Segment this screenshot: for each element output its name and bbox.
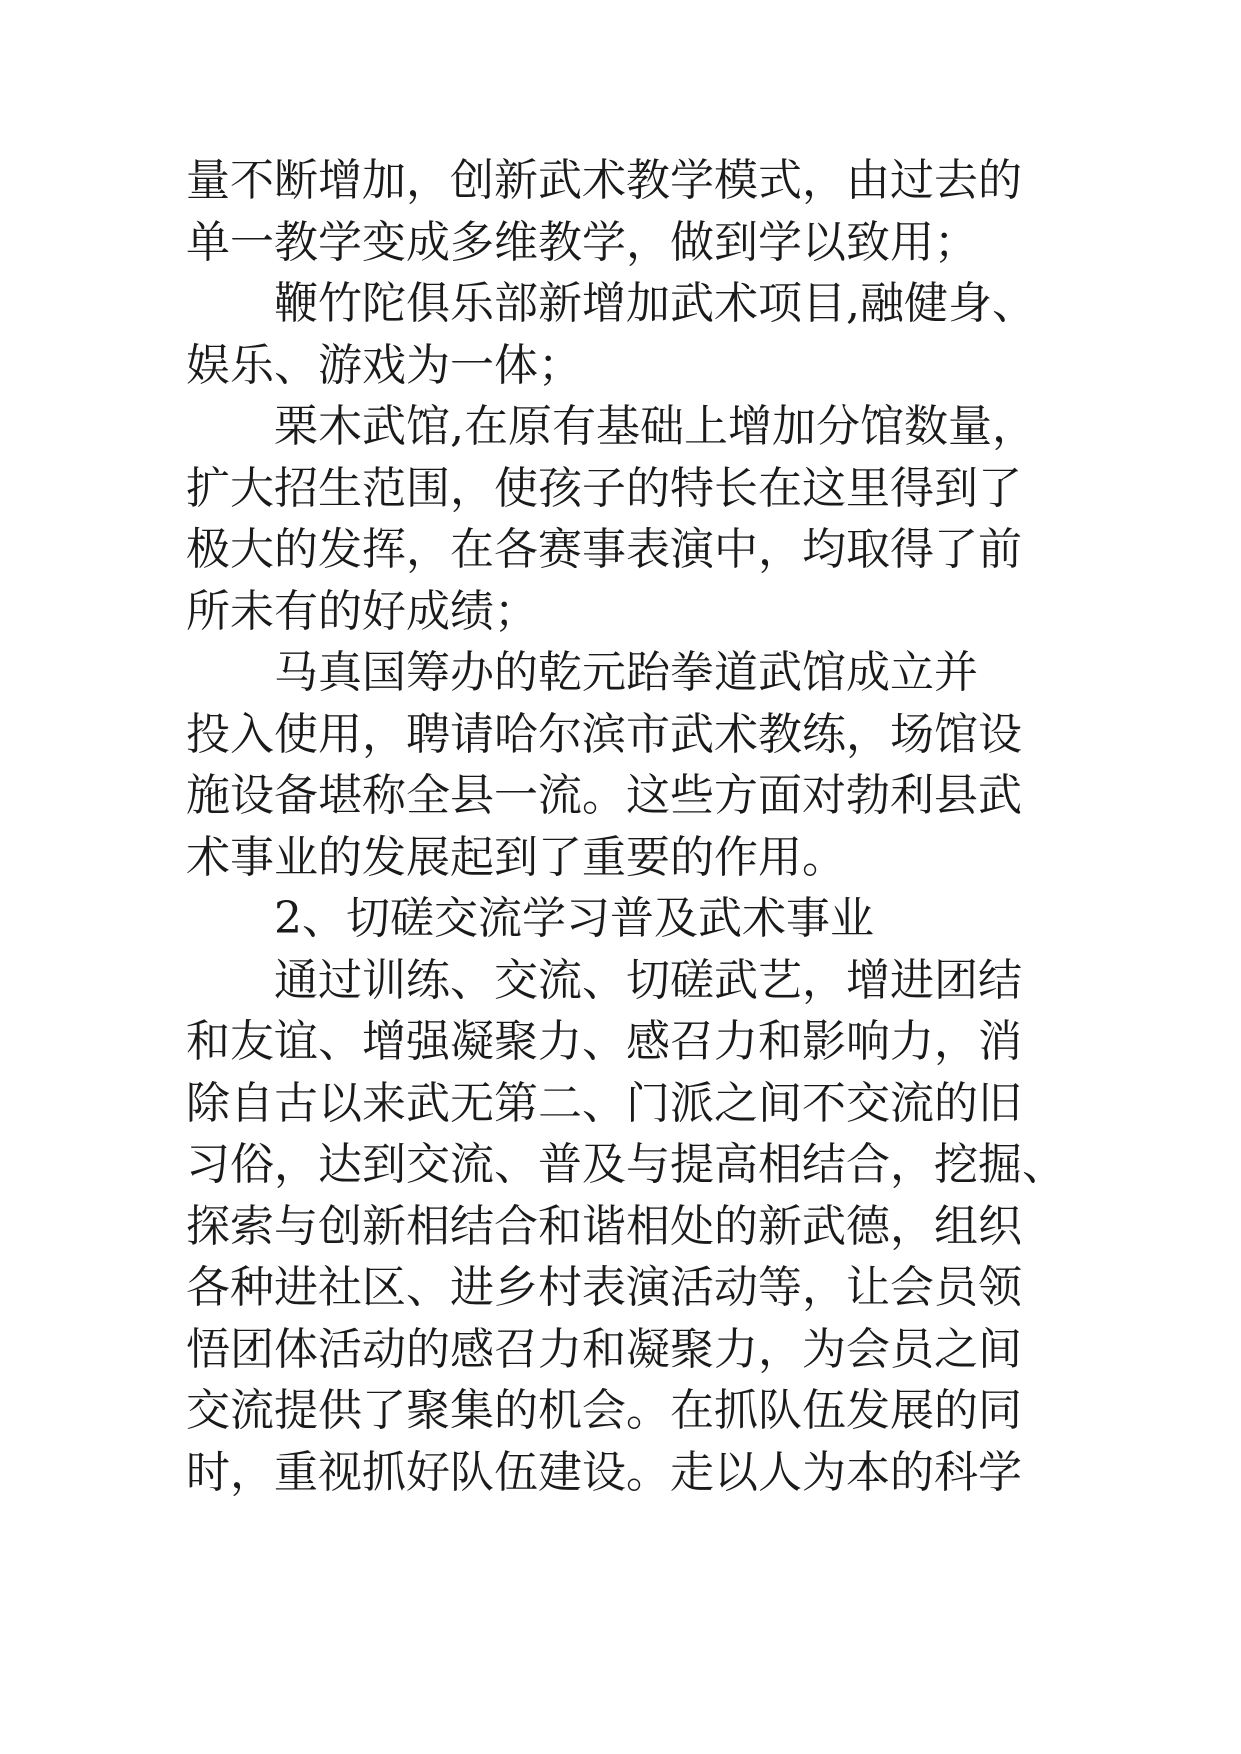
text-line: 悟团体活动的感召力和凝聚力，为会员之间 [186, 1323, 1022, 1375]
text-line: 习俗，达到交流、普及与提高相结合，挖掘、 [186, 1139, 1066, 1190]
section-heading: 2、切磋交流学习普及武术事业 [274, 893, 874, 944]
text-line: 扩大招生范围，使孩子的特长在这里得到了 [186, 462, 1022, 514]
text-line: 施设备堪称全县一流。这些方面对勃利县武 [186, 770, 1022, 821]
text-line: 时，重视抓好队伍建设。走以人为本的科学 [186, 1446, 1022, 1498]
text-line: 通过训练、交流、切磋武艺，增进团结 [274, 954, 1022, 1006]
text-line: 除自古以来武无第二、门派之间不交流的旧 [186, 1077, 1022, 1129]
text-line: 栗木武馆,在原有基础上增加分馆数量， [274, 401, 1036, 452]
text-line: 鞭竹陀俱乐部新增加武术项目,融健身、 [274, 278, 1036, 329]
text-line: 术事业的发展起到了重要的作用。 [186, 831, 846, 883]
text-line: 探索与创新相结合和谐相处的新武德，组织 [186, 1200, 1022, 1252]
text-line: 娱乐、游戏为一体； [186, 339, 582, 391]
text-line: 单一教学变成多维教学，做到学以致用； [186, 216, 978, 268]
document-body [186, 150, 1186, 1503]
text-line: 各种进社区、进乡村表演活动等，让会员领 [186, 1262, 1022, 1313]
text-line: 极大的发挥，在各赛事表演中，均取得了前 [186, 524, 1022, 575]
text-line: 和友谊、增强凝聚力、感召力和影响力，消 [186, 1016, 1022, 1067]
text-line: 所未有的好成绩； [186, 585, 538, 637]
text-line: 量不断增加，创新武术教学模式，由过去的 [186, 155, 1022, 206]
text-line: 交流提供了聚集的机会。在抓队伍发展的同 [186, 1385, 1022, 1436]
text-line: 投入使用，聘请哈尔滨市武术教练，场馆设 [186, 708, 1022, 760]
text-line: 马真国筹办的乾元跆拳道武馆成立并 [274, 647, 978, 698]
